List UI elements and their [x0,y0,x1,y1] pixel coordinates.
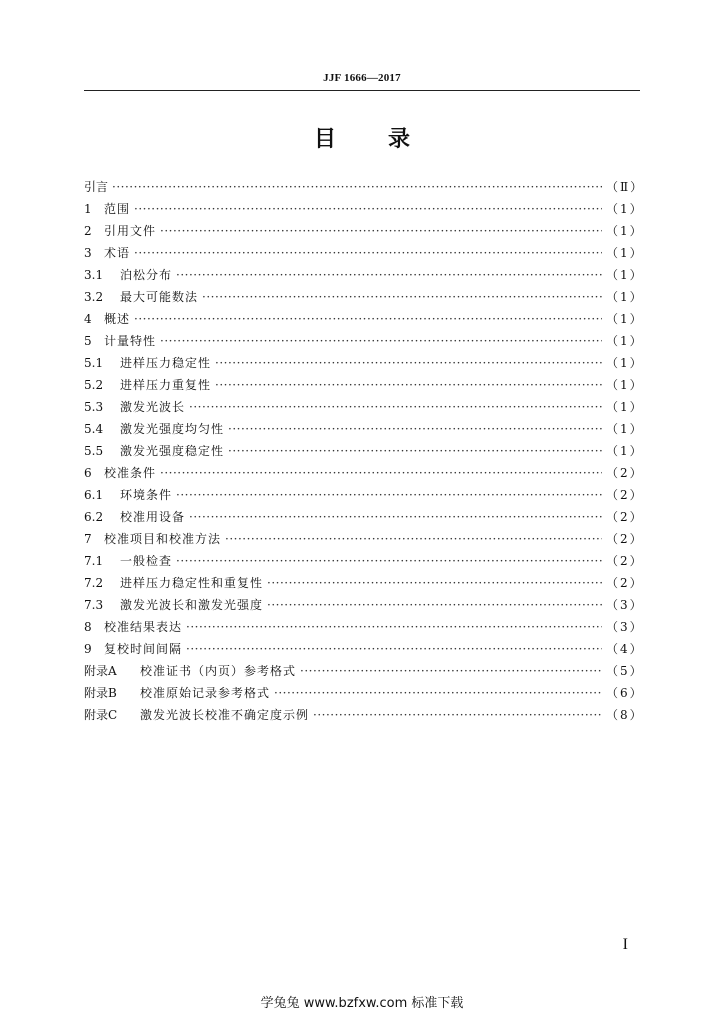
toc-title-char-2: 录 [388,126,411,152]
toc-entry-number: 3.2 [84,290,104,304]
toc-entry-label: 引用文件 [104,224,157,238]
toc-entry-number: 附录B [84,686,117,700]
toc-entry[interactable] [84,396,644,418]
toc-entry[interactable] [84,198,644,220]
toc-entry-page: （1） [606,400,644,414]
toc-entry-number: 4 [84,312,92,326]
toc-leader-dots [176,264,602,286]
toc-entry-page: （1） [606,444,644,458]
page-number: I [622,936,628,953]
toc-entry[interactable] [84,462,644,484]
toc-entry-page: （1） [606,224,644,238]
toc-entry-number: 附录A [84,664,117,678]
toc-entry-label: 激发光强度均匀性 [120,422,225,436]
toc-entry-number: 6 [84,466,92,480]
toc-entry-label: 术语 [104,246,131,260]
toc-entry-page: （2） [606,576,644,590]
toc-leader-dots [160,462,602,484]
footer-watermark: 学兔兔 www.bzfxw.com 标准下载 [260,996,464,1011]
toc-entry-number: 7.1 [84,554,104,568]
toc-entry-label: 校准结果表达 [104,620,183,634]
toc-entry[interactable] [84,352,644,374]
toc-entry[interactable] [84,660,644,682]
toc-entry-page: （1） [606,334,644,348]
toc-entry-label: 复校时间间隔 [104,642,183,656]
toc-entry-number: 5.3 [84,400,104,414]
toc-entry[interactable] [84,308,644,330]
toc-leader-dots [228,440,602,462]
toc-entry-number: 5.5 [84,444,104,458]
toc-entry-label: 最大可能数法 [120,290,199,304]
toc-entry[interactable] [84,704,644,726]
toc-entry-page: （1） [606,268,644,282]
toc-leader-dots [112,176,602,198]
toc-entry-page: （1） [606,290,644,304]
toc-entry[interactable] [84,330,644,352]
toc-leader-dots [313,704,602,726]
toc-entry-page: （1） [606,378,644,392]
toc-entry[interactable] [84,682,644,704]
toc-leader-dots [225,528,602,550]
toc-entry-page: （8） [606,708,644,722]
toc-entry-number: 9 [84,642,92,656]
table-of-contents [84,176,645,726]
toc-entry[interactable] [84,572,644,594]
toc-entry-page: （2） [606,488,644,502]
toc-entry-page: （1） [606,202,644,216]
toc-entry-label: 进样压力稳定性和重复性 [120,576,264,590]
toc-entry-page: （2） [606,466,644,480]
toc-entry[interactable] [84,242,644,264]
toc-entry-label: 校准用设备 [120,510,186,524]
toc-entry[interactable] [84,286,644,308]
toc-leader-dots [228,418,602,440]
toc-leader-dots [186,638,602,660]
toc-entry-label: 激发光波长和激发光强度 [120,598,264,612]
toc-entry-page: （1） [606,246,644,260]
toc-title [84,122,640,153]
toc-entry[interactable] [84,594,644,616]
toc-entry-label: 进样压力稳定性 [120,356,212,370]
toc-entry-number: 6.1 [84,488,104,502]
toc-entry-number: 8 [84,620,92,634]
toc-leader-dots [274,682,602,704]
toc-entry[interactable] [84,506,644,528]
toc-title-char-1: 目 [313,126,336,152]
toc-entry[interactable] [84,374,644,396]
toc-entry-number: 6.2 [84,510,104,524]
toc-leader-dots [160,220,602,242]
toc-leader-dots [300,660,602,682]
toc-entry-page: （2） [606,554,644,568]
toc-entry-number: 5 [84,334,92,348]
toc-entry-number: 5.2 [84,378,104,392]
toc-entry-page: （3） [606,620,644,634]
toc-entry[interactable] [84,176,645,198]
toc-entry-number: 5.1 [84,356,104,370]
toc-entry-page: （1） [606,312,644,326]
toc-leader-dots [267,572,602,594]
toc-entry-label: 泊松分布 [120,268,173,282]
toc-entry[interactable] [84,638,644,660]
toc-entry-label: 进样压力重复性 [120,378,212,392]
toc-entry-page: （5） [606,664,644,678]
toc-leader-dots [189,396,602,418]
toc-entry-label: 激发光强度稳定性 [120,444,225,458]
toc-entry[interactable] [84,220,644,242]
toc-leader-dots [134,242,602,264]
toc-entry[interactable] [84,616,644,638]
toc-entry[interactable] [84,264,644,286]
toc-entry-page: （4） [606,642,644,656]
toc-entry-page: （2） [606,532,644,546]
toc-entry-label: 校准证书（内页）参考格式 [140,664,297,678]
toc-entry-number: 附录C [84,708,118,722]
toc-entry-number: 3.1 [84,268,104,282]
toc-leader-dots [215,374,602,396]
toc-entry-label: 激发光波长 [120,400,186,414]
toc-leader-dots [189,506,602,528]
toc-entry-label: 计量特性 [104,334,157,348]
toc-entry-label: 激发光波长校准不确定度示例 [140,708,310,722]
toc-leader-dots [267,594,602,616]
toc-leader-dots [134,308,602,330]
toc-entry[interactable] [84,484,644,506]
toc-leader-dots [202,286,602,308]
toc-leader-dots [215,352,602,374]
toc-entry-label: 一般检查 [120,554,173,568]
toc-leader-dots [186,616,602,638]
toc-entry-number: 2 [84,224,92,238]
toc-entry[interactable] [84,418,644,440]
toc-entry-page: （3） [606,598,644,612]
toc-entry-label: 范围 [104,202,131,216]
document-header-code: JJF 1666—2017 [323,72,401,84]
toc-entry-page: （1） [606,356,644,370]
toc-entry-label: 校准原始记录参考格式 [140,686,271,700]
toc-entry-number: 引言 [84,180,109,194]
toc-leader-dots [176,550,602,572]
toc-entry[interactable] [84,528,644,550]
toc-entry-label: 校准项目和校准方法 [104,532,222,546]
toc-leader-dots [134,198,602,220]
toc-entry[interactable] [84,440,644,462]
toc-entry-page: （6） [606,686,644,700]
toc-entry-label: 校准条件 [104,466,157,480]
toc-entry-label: 概述 [104,312,131,326]
toc-entry-number: 7.2 [84,576,104,590]
toc-leader-dots [176,484,602,506]
toc-entry-number: 1 [84,202,92,216]
toc-entry-page: （2） [606,510,644,524]
header-rule [84,90,640,91]
toc-entry-number: 7.3 [84,598,104,612]
toc-entry-number: 3 [84,246,92,260]
toc-entry-number: 5.4 [84,422,104,436]
toc-entry-page: （1） [606,422,644,436]
toc-entry-number: 7 [84,532,92,546]
toc-entry-page: （Ⅱ） [606,180,645,194]
toc-entry[interactable] [84,550,644,572]
toc-leader-dots [160,330,602,352]
toc-entry-label: 环境条件 [120,488,173,502]
